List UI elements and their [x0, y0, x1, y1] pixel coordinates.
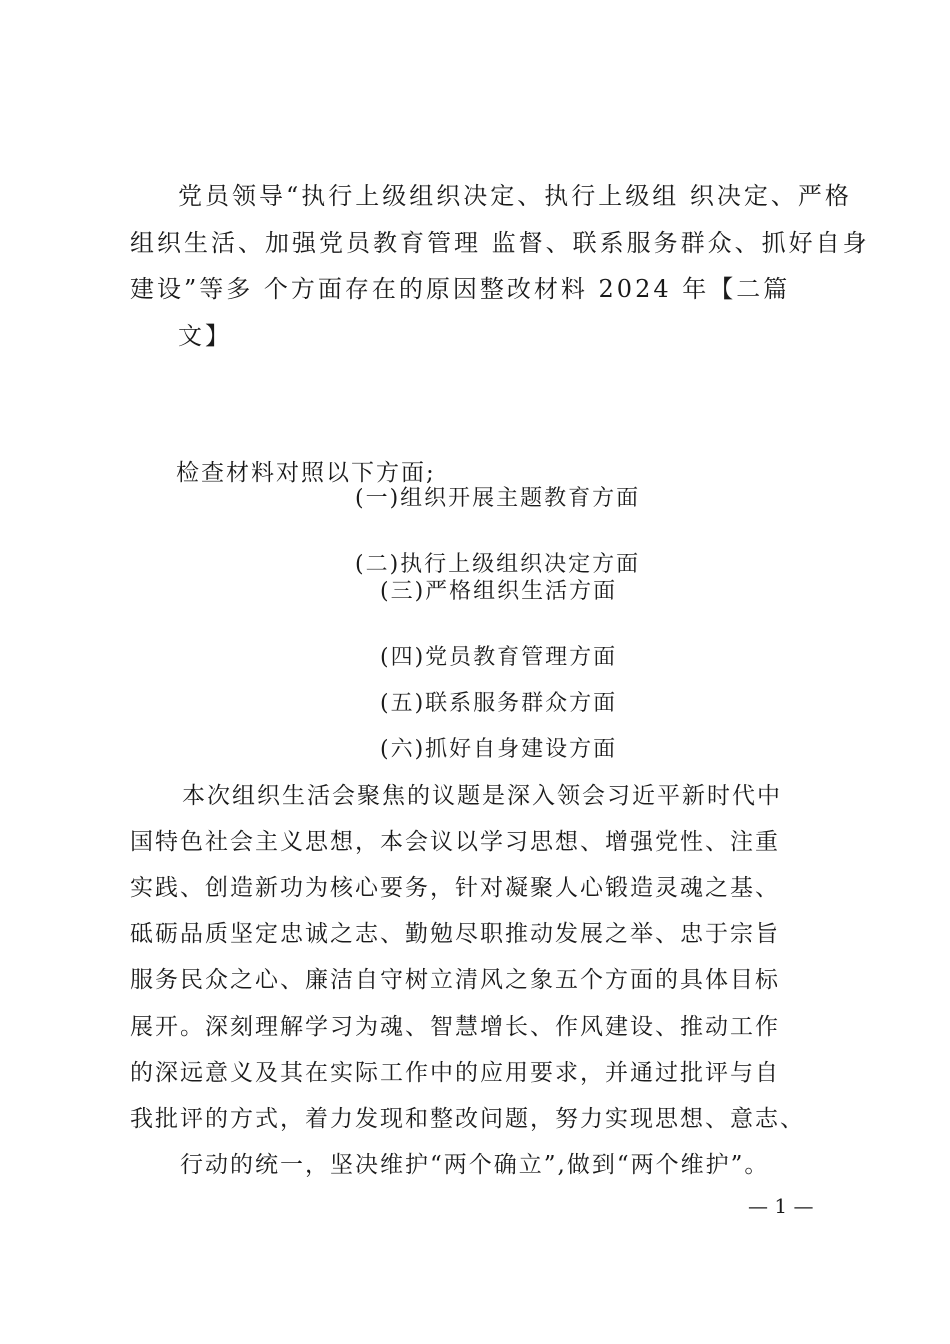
body-line-2: 国特色社会主义思想，本会议以学习思想、增强党性、注重 — [130, 829, 780, 855]
toc-item-3: (三)严格组织生活方面 — [380, 579, 618, 604]
body-line-5: 服务民众之心、廉洁自守树立清风之象五个方面的具体目标 — [130, 967, 780, 993]
body-line-3: 实践、创造新功为核心要务，针对凝聚人心锻造灵魂之基、 — [130, 875, 780, 901]
title-line-2: 组织生活、加强党员教育管理 监督、联系服务群众、抓好自身 — [130, 229, 870, 257]
body-line-4: 砥砺品质坚定忠诚之志、勤勉尽职推动发展之举、忠于宗旨 — [130, 921, 780, 947]
body-line-8: 我批评的方式，着力发现和整改问题，努力实现思想、意志、 — [130, 1106, 805, 1132]
toc-item-2: (二)执行上级组织决定方面 — [355, 552, 641, 577]
intro-text: 检查材料对照以下方面; — [176, 460, 436, 486]
body-line-6: 展开。深刻理解学习为魂、智慧增长、作风建设、推动工作 — [130, 1014, 780, 1040]
body-line-9: 行动的统一，坚决维护“两个确立”,做到“两个维护”。 — [180, 1152, 770, 1178]
toc-item-5: (五)联系服务群众方面 — [380, 691, 618, 716]
title-line-3: 建设”等多 个方面存在的原因整改材料 2024 年【二篇 — [130, 275, 791, 303]
body-line-7: 的深远意义及其在实际工作中的应用要求，并通过批评与自 — [130, 1060, 780, 1086]
toc-item-1: (一)组织开展主题教育方面 — [355, 486, 641, 511]
toc-item-6: (六)抓好自身建设方面 — [380, 737, 618, 762]
page-number: — 1 — — [748, 1194, 814, 1218]
body-line-1: 本次组织生活会聚焦的议题是深入领会习近平新时代中 — [182, 783, 782, 809]
title-line-4: 文】 — [178, 322, 232, 350]
title-line-1: 党员领导“执行上级组织决定、执行上级组 织决定、严格 — [178, 182, 852, 210]
toc-item-4: (四)党员教育管理方面 — [380, 645, 618, 670]
